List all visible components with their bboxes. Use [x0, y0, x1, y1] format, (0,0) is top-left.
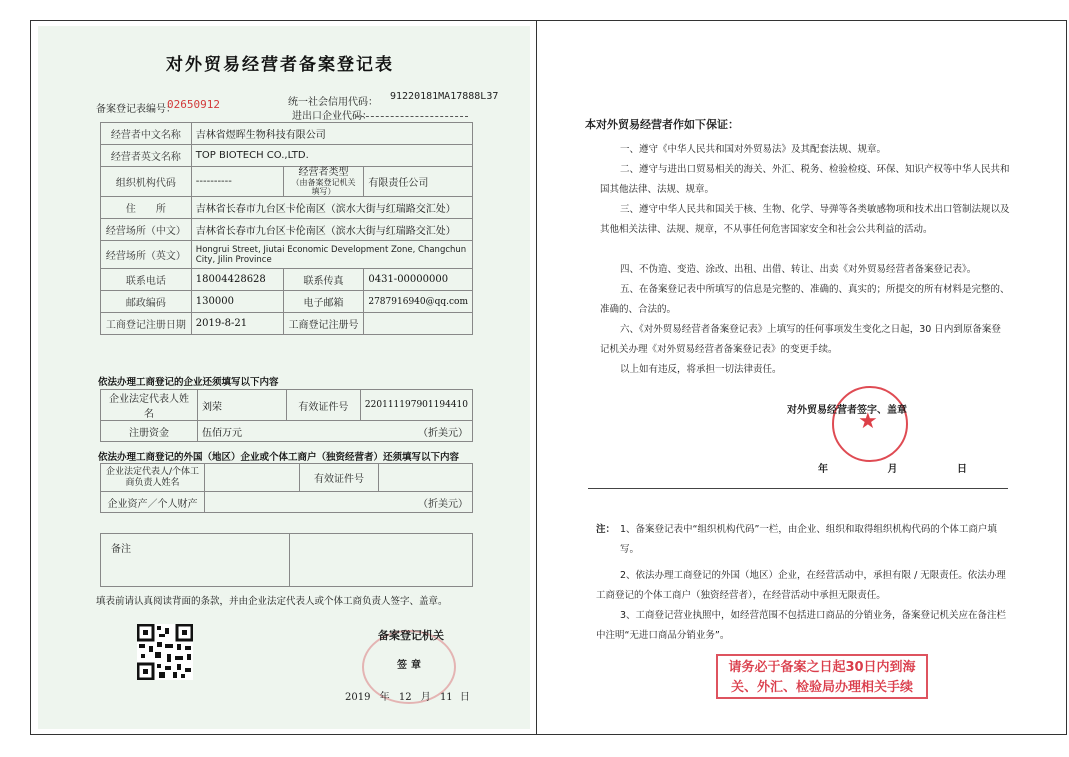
business-type-label: 经营者类型: [298, 167, 349, 178]
remarks-label: 备注: [111, 544, 131, 555]
notes-lead: 注：: [596, 524, 616, 535]
business-type-sub-label: （由备案登记机关填写）: [291, 178, 356, 196]
field-label: 工商登记注册号: [283, 313, 364, 335]
table-row: [101, 123, 473, 145]
section2-table: [100, 463, 473, 513]
field-value: [364, 313, 473, 335]
table-row: [101, 269, 473, 291]
qr-code-icon: [137, 624, 193, 680]
company-seal: [832, 386, 908, 462]
field-value: ----------: [191, 167, 283, 197]
date-day-unit: 日: [459, 692, 470, 703]
table-row: [101, 291, 473, 313]
field-label: 联系电话: [101, 269, 192, 291]
field-label: 电子邮箱: [283, 291, 364, 313]
table-row: [101, 219, 473, 241]
assets-label: 企业资产／个人财产: [101, 492, 205, 513]
page-divider: [536, 20, 537, 735]
field-label: 邮政编码: [101, 291, 192, 313]
date-year-unit: 年: [379, 692, 390, 703]
rep-name-value: 刘荣: [198, 390, 287, 421]
field-value: 有限责任公司: [364, 167, 473, 197]
impexp-code-line: [356, 116, 468, 117]
field-value: 18004428628: [191, 269, 283, 291]
rep-name-label: 企业法定代表人姓名: [101, 390, 198, 421]
field-label: 经营者中文名称: [101, 123, 192, 145]
impexp-code-label: 进出口企业代码：: [292, 111, 372, 122]
form-title: 对外贸易经营者备案登记表: [166, 55, 394, 75]
table-row: [101, 167, 473, 197]
field-value: 0431-00000000: [364, 269, 473, 291]
note-item: 2、依法办理工商登记的外国（地区）企业，在经营活动中，承担有限 / 无限责任。依法办理工商登记的个体工商户（独资经营者），在经营活动中承担无限责任。: [596, 570, 1006, 601]
field-label: [283, 167, 364, 197]
table-row: [101, 390, 473, 421]
remarks-divider: [289, 534, 290, 586]
foreign-rep-label: 企业法定代表人/个体工商负责人姓名: [101, 464, 205, 492]
signature-label: 对外贸易经营者签字、盖章: [787, 405, 907, 416]
credit-code-value: 91220181MA17888L37: [390, 91, 499, 102]
capital-unit: （折美元）: [418, 427, 468, 439]
date-year: 2019: [345, 692, 371, 703]
table-row: [101, 197, 473, 219]
guarantee-paragraph: 四、不伪造、变造、涂改、出租、出借、转让、出卖《对外贸易经营者备案登记表》。: [620, 264, 977, 275]
date-month: 12: [398, 692, 412, 703]
field-value: TOP BIOTECH CO.,LTD.: [191, 145, 472, 167]
field-value: 2787916940@qq.com: [364, 291, 473, 313]
foreign-rep-value: [205, 464, 300, 492]
signature-date: 年 月 日: [818, 464, 995, 475]
field-label: 联系传真: [283, 269, 364, 291]
credit-code-label: 统一社会信用代码：: [288, 97, 378, 108]
field-label: 经营场所（中文）: [101, 219, 192, 241]
field-value: 吉林省长春市九台区卡伦南区（滨水大街与红瑞路交汇处）: [191, 197, 472, 219]
capital-value: 伍佰万元: [202, 427, 243, 439]
id-no-label: 有效证件号: [286, 390, 360, 421]
section1-table: [100, 389, 473, 442]
field-value: 130000: [191, 291, 283, 313]
sign-label: 签章: [397, 660, 425, 671]
assets-unit: （折美元）: [418, 498, 468, 510]
field-label: 经营者英文名称: [101, 145, 192, 167]
guarantee-paragraph: 二、遵守与进出口贸易相关的海关、外汇、税务、检验检疫、环保、知识产权等中华人民共和国其他法律、法规、规章。: [600, 164, 1010, 195]
field-label: 经营场所（英文）: [101, 241, 192, 269]
fill-instruction: 填表前请认真阅读背面的条款，并由企业法定代表人或个体工商负责人签字、盖章。: [96, 596, 448, 607]
registration-date: [345, 688, 470, 703]
registration-table: [100, 122, 473, 335]
foreign-id-value: [379, 464, 473, 492]
note-item: 3、工商登记营业执照中，如经营范围不包括进口商品的分销业务，备案登记机关应在备注栏中注明“无进口商品分销业务”。: [596, 610, 1007, 641]
table-row: [101, 421, 473, 442]
guarantee-paragraph: 五、在备案登记表中所填写的信息是完整的、准确的、真实的；所提交的所有材料是完整的、准确的、合法的。: [600, 284, 1010, 315]
capital-cell: [198, 421, 473, 442]
table-row: [101, 313, 473, 335]
reg-no-label: 备案登记表编号：: [96, 104, 176, 115]
field-value: 吉林省煜晖生物科技有限公司: [191, 123, 472, 145]
section1-heading: 依法办理工商登记的企业还须填写以下内容: [98, 377, 279, 388]
section2-heading: 依法办理工商登记的外国（地区）企业或个体工商户（独资经营者）还须填写以下内容: [98, 452, 460, 463]
field-value: Hongrui Street, Jiutai Economic Development Zone, Changchun City, Jilin Province: [191, 241, 472, 269]
agency-label: 备案登记机关: [378, 629, 444, 642]
id-no-value: 220111197901194410: [360, 390, 472, 421]
guarantee-paragraph: 三、遵守中华人民共和国关于核、生物、化学、导弹等各类敏感物项和技术出口管制法规以及其他相关法律、法规、规章，不从事任何危害国家安全和社会公共利益的活动。: [600, 204, 1010, 235]
table-row: [101, 145, 473, 167]
table-row: [101, 241, 473, 269]
field-label: 住 所: [101, 197, 192, 219]
notes-divider: [588, 488, 1008, 489]
note-item: 1、备案登记表中“组织机构代码”一栏，由企业、组织和取得组织机构代码的个体工商户填写。: [620, 524, 997, 555]
field-value: 2019-8-21: [191, 313, 283, 335]
guarantee-paragraph: 以上如有违反，将承担一切法律责任。: [620, 364, 782, 375]
foreign-id-label: 有效证件号: [300, 464, 379, 492]
date-month-unit: 月: [420, 692, 431, 703]
field-label: 组织机构代码: [101, 167, 192, 197]
reminder-stamp: 请务必于备案之日起30日内到海关、外汇、检验局办理相关手续: [716, 654, 928, 699]
field-value: 吉林省长春市九台区卡伦南区（滨水大街与红瑞路交汇处）: [191, 219, 472, 241]
table-row: [101, 492, 473, 513]
table-row: [101, 464, 473, 492]
guarantee-paragraph: 六、《对外贸易经营者备案登记表》上填写的任何事项发生变化之日起，30 日内到原备案登记机关办理《对外贸易经营者备案登记表》的变更手续。: [600, 324, 1001, 355]
guarantee-heading: 本对外贸易经营者作如下保证：: [585, 118, 739, 131]
assets-cell: [205, 492, 473, 513]
field-label: 工商登记注册日期: [101, 313, 192, 335]
reg-no-value: 02650912: [167, 98, 220, 111]
date-day: 11: [439, 692, 453, 703]
capital-label: 注册资金: [101, 421, 198, 442]
guarantee-paragraph: 一、遵守《中华人民共和国对外贸易法》及其配套法规、规章。: [620, 144, 887, 155]
remarks-box: [100, 533, 473, 587]
